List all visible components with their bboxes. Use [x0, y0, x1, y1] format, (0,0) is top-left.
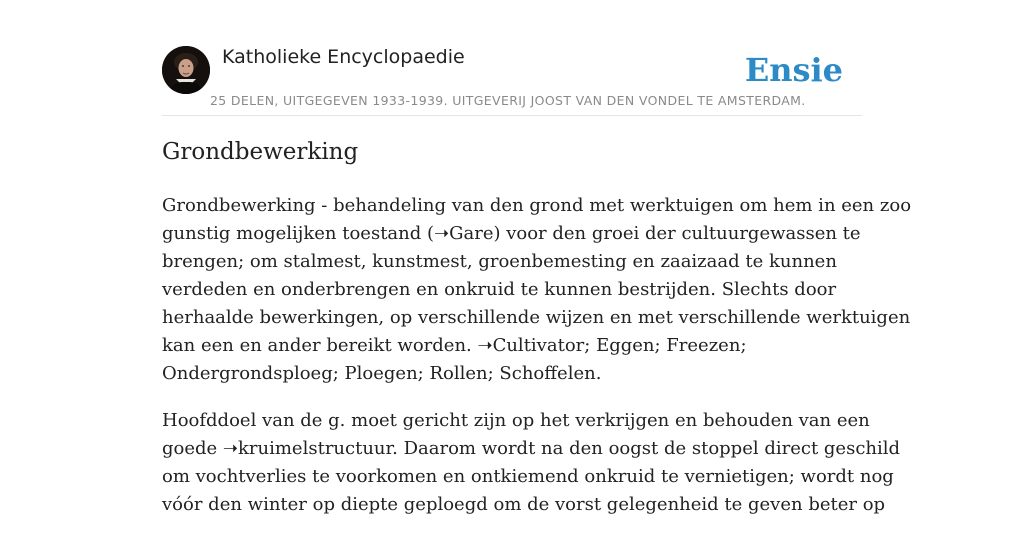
article-paragraph: [162, 407, 901, 519]
portrait-image: [162, 46, 210, 94]
separator: .: [595, 363, 602, 384]
separator: ;: [740, 335, 747, 356]
text-line: brengen; om stalmest, kunstmest, groenbemesting en zaaizaad te kunnen: [162, 251, 837, 272]
article-paragraph: [162, 192, 912, 388]
article-title: Grondbewerking: [162, 139, 359, 165]
source-avatar[interactable]: [162, 46, 210, 94]
ensie-logo[interactable]: Ensie: [744, 51, 843, 89]
text-line: verdeden en onderbrengen en onkruid te kunnen bestrijden. Slechts door: [162, 279, 837, 300]
text-line: vóór den winter op diepte geploegd om de vorst gelegenheid te geven beter op: [162, 494, 886, 515]
text-line: om vochtverlies te voorkomen en ontkiemend onkruid te vernietigen; wordt nog: [162, 466, 894, 487]
reference-link-gare[interactable]: ➝Gare: [434, 223, 494, 244]
text-line: herhaalde bewerkingen, op verschillende wijzen en met verschillende werktuigen: [162, 307, 911, 328]
separator: ;: [584, 335, 597, 356]
reference-link-cultivator[interactable]: ➝Cultivator: [477, 335, 585, 356]
reference-link-eggen[interactable]: Eggen: [596, 335, 655, 356]
separator: ;: [417, 363, 430, 384]
source-description: 25 DELEN, UITGEGEVEN 1933-1939. UITGEVERIJ JOOST VAN DEN VONDEL TE AMSTERDAM.: [210, 93, 806, 108]
text-segment: . Daarom wordt na den oogst de stoppel direct geschild: [392, 438, 901, 459]
reference-link-kruimelstructuur[interactable]: ➝kruimelstructuur: [222, 438, 393, 459]
article-body: [162, 192, 912, 538]
source-title[interactable]: Katholieke Encyclopaedie: [222, 46, 465, 68]
reference-link-ondergrondsploeg[interactable]: Ondergrondsploeg: [162, 363, 333, 384]
text-segment: gunstig mogelijken toestand (: [162, 223, 435, 244]
reference-link-freezen[interactable]: Freezen: [666, 335, 741, 356]
reference-link-ploegen[interactable]: Ploegen: [344, 363, 418, 384]
text-segment: goede: [162, 438, 223, 459]
text-line: Grondbewerking - behandeling van den grond met werktuigen om hem in een zoo: [162, 195, 912, 216]
reference-link-rollen[interactable]: Rollen: [429, 363, 488, 384]
page-container: [162, 0, 912, 515]
separator: ;: [487, 363, 500, 384]
text-segment: ) voor den groei der cultuurgewassen te: [493, 223, 861, 244]
text-line: Hoofddoel van de g. moet gericht zijn op het verkrijgen en behouden van een: [162, 410, 870, 431]
header-divider: [162, 115, 862, 116]
separator: ;: [332, 363, 345, 384]
text-segment: kan een en ander bereikt worden.: [162, 335, 478, 356]
separator: ;: [654, 335, 667, 356]
reference-link-schoffelen[interactable]: Schoffelen: [499, 363, 596, 384]
